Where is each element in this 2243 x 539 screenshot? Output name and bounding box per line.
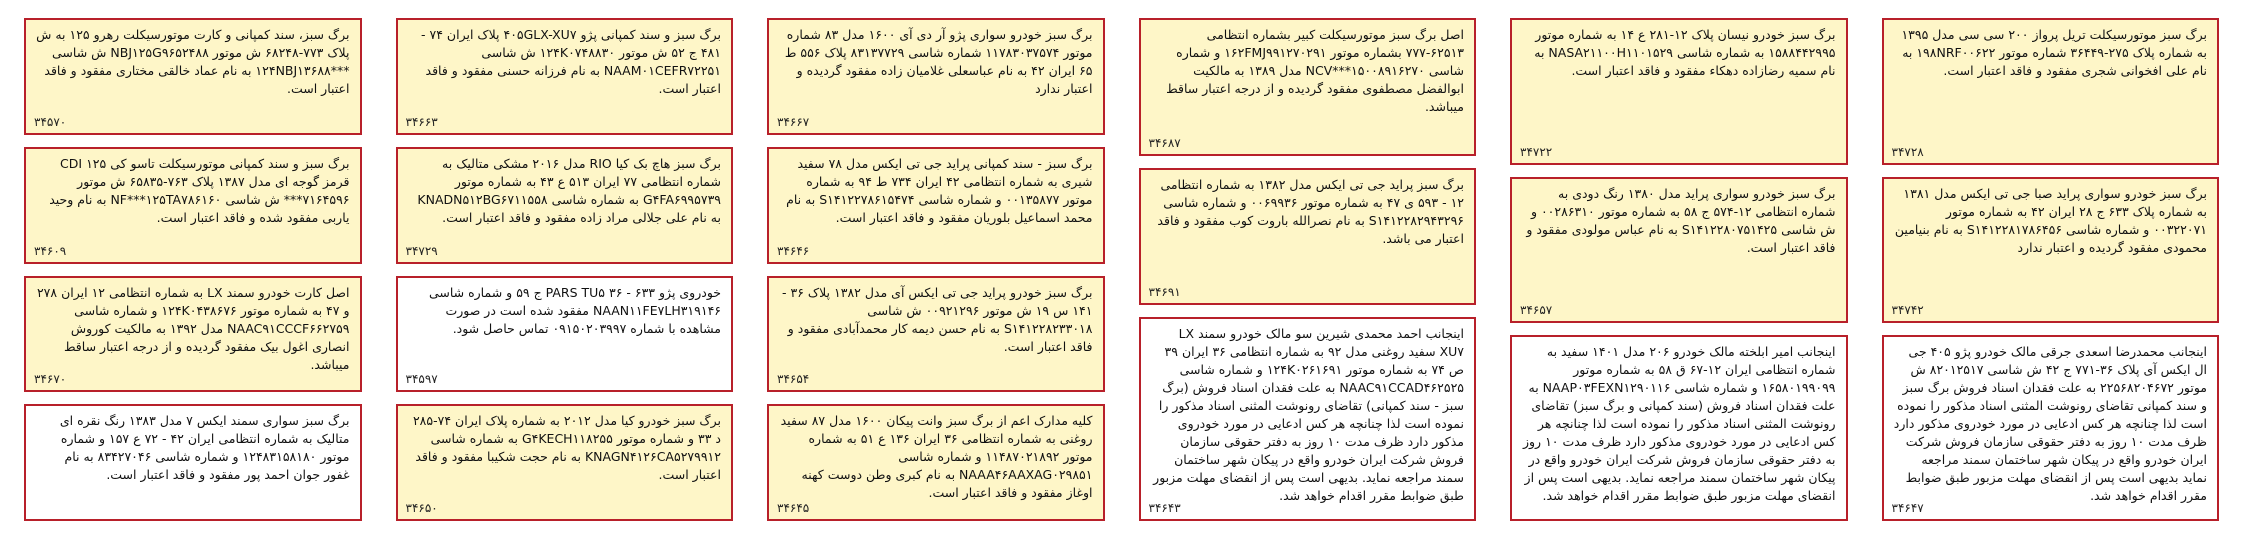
ad-code: ۳۴۶۴۵ [777,501,810,515]
ad-text: خودروی پژو PARS TU۵ ۳۶ - ۶۳۳ ج ۵۹ و شماره شاسی NAAN۱۱FE۷LH۳۱۹۱۴۶ مفقود شده است در صورت مشاهده با شماره ۰۹۱۵۰۲۰۳۹۹۷ تماس حاصل شود. [428,284,721,336]
ad-column [396,18,734,521]
ad-text: اصل کارت خودرو سمند LX به شماره انتظامی ۱۲ ایران ۲۷۸ و ۴۷ به شماره موتور ۱۲۴K۰۴۳۸۶۷۶ و شماره شاسی NAAC۹۱CCCF۶۶۲۷۵۹ مدل ۱۳۹۲ به مالکیت کوروش انصاری اغول بیک مفقود گردیده و از درجه اعتبار ساقط میباشد. [36,284,350,372]
ad-text: برگ سبز هاچ بک کیا RIO مدل ۲۰۱۶ مشکی متالیک به شماره انتظامی ۷۷ ایران ۵۱۳ ع ۴۳ به شماره موتور G۴FA۶۹۹۵۷۳۹ به شماره شاسی KNADN۵۱۲BG۶۷۱۱۵۵۸ به نام علی جلالی مراد زاده مفقود و فاقد اعتبار است. [417,155,721,225]
ad-column [767,18,1105,521]
ad-code: ۳۴۶۶۳ [405,114,438,129]
classified-ad [1510,18,1848,165]
ad-text: برگ سبز موتورسیکلت تریل پرواز ۲۰۰ سی سی مدل ۱۳۹۵ به شماره پلاک ۲۷۵-۳۶۴۴۹ شماره موتور ۱۹۸NRF۰۰۶۲۲ به نام علی افخوانی شجری مفقود و فاقد اعتبار است. [1901,27,2207,78]
ad-code: ۳۴۶۵۷ [1520,303,1553,317]
ad-text: اینجانب امیر ابلخته مالک خودرو ۲۰۶ مدل ۱۴۰۱ سفید به شماره انتظامی ایران ۱۲-۶۷ ق ۵۸ به شماره موتور ۱۶۵۸۰۱۹۹۰۹۹ و شماره شاسی NAAP۰۳FEXN۱۲۹۰۱۱۶ به علت فقدان اسناد فروش (سند کمپانی و برگ سبز) تقاضای رونوشت المثنی اسناد مذکور را نموده است لذا چنانچه هر کس ادعایی در مورد خودروی مذکور دارد ظرف مدت ۱۰ روز به دفتر حقوقی سازمان فروش شرکت ایران خودرو واقع در پیکان شهر ساختمان سمند مراجعه نماید. بدیهی است پس از انقضای مهلت مزبور طبق ضوابط مقرر اقدام خواهد شد. [1522,344,1836,503]
ad-code: ۳۴۵۷۰ [34,114,67,129]
classified-ad [396,404,734,521]
ad-code: ۳۴۷۲۸ [1891,144,1924,159]
classified-ad [24,147,362,264]
classified-ad [1139,168,1477,306]
ad-code: ۳۴۶۴۷ [1891,501,1924,515]
classified-ad [1139,317,1477,521]
ad-column [1882,18,2220,521]
classified-ad [1882,177,2220,324]
classified-ad [1139,18,1477,156]
ad-text: برگ سبز، سند کمپانی و کارت موتورسیکلت رهرو ۱۲۵ به ش پلاک ۷۷۳-۶۸۲۴۸ ش موتور NBJ۱۲۵G۹۶۵۲۴۸۸ ش شاسی ***۱۲۴NBJ۱۳۶۸۸ به نام عماد خالقی مختاری مفقود و فاقد اعتبار است. [36,27,350,96]
ad-code: ۳۴۶۷۰ [34,372,67,387]
ad-text: برگ سبز خودرو سواری پژو آر دی آی ۱۶۰۰ مدل ۸۳ شماره موتور ۱۱۷۸۳۰۳۷۵۷۴ شماره شاسی ۸۳۱۳۷۷۲۹ پلاک ۵۵۶ ط ۶۵ ایران ۴۲ به نام عباسعلی غلامیان زاده مفقود گردیده و اعتبار ندارد [784,27,1093,96]
ad-code: ۳۴۶۴۶ [777,243,810,258]
classified-ad [396,147,734,264]
ad-text: برگ سبز و سند کمپانی پژو ۴۰۵GLX-XU۷ پلاک ایران ۷۴ - ۴۸۱ ج ۵۲ ش موتور ۱۲۴K۰۷۴۸۸۳۰ ش شاسی NAAM۰۱CEFR۷۲۲۵۱ به نام فرزانه حسنی مفقود و فاقد اعتبار است. [421,27,721,96]
ad-text: اینجانب احمد محمدی شیرین سو مالک خودرو سمند LX XU۷ سفید روغنی مدل ۹۲ به شماره انتظامی ۳۶ ایران ۳۹ ص ۷۴ به شماره موتور ۱۲۴K۰۲۶۱۶۹۱ و شماره شاسی NAAC۹۱CCAD۴۶۲۵۲۵ به علت فقدان اسناد فروش (برگ سبز - سند کمپانی) تقاضای رونوشت المثنی اسناد مذکور را نموده است لذا چنانچه هر کس ادعایی در مورد خودروی مذکور دارد ظرف مدت ۱۰ روز به دفتر حقوقی سازمان فروش شرکت ایران خودرو واقع در پیکان شهر ساختمان سمند مراجعه نماید. بدیهی است پس از انقضای مهلت مزبور طبق ضوابط مقرر اقدام خواهد شد. [1153,326,1464,503]
classified-ad [24,276,362,393]
classified-ad [767,276,1105,393]
ad-column [1510,18,1848,521]
ad-code: ۳۴۶۴۳ [1148,501,1181,515]
ad-code: ۳۴۵۹۷ [405,372,438,387]
classified-ad [767,18,1105,135]
classified-ad [396,18,734,135]
ad-text: برگ سبز سواری سمند ایکس ۷ مدل ۱۳۸۳ رنگ نقره ای متالیک به شماره انتظامی ایران ۴۲ - ۷۲ ع ۱۵۷ و شماره موتور ۱۲۴۸۳۱۵۸۱۸۰ و شماره شاسی ۸۳۴۲۷۰۴۶ به نام غفور جوان احمد پور مفقود و فاقد اعتبار است. [59,413,350,483]
ad-text: برگ سبز - سند کمپانی پراید جی تی ایکس مدل ۷۸ سفید شیری به شماره انتظامی ۴۲ ایران ۷۳۴ ط ۹۴ به شماره موتور ۰۰۱۳۵۸۷۷ و شماره شاسی S۱۴۱۲۲۷۸۶۱۵۴۷۴ به نام محمد اسماعیل بلوریان مفقود و فاقد اعتبار است. [786,155,1093,225]
ad-column [1139,18,1477,521]
ad-code: ۳۴۶۶۷ [777,114,810,129]
ad-text: برگ سبز خودرو نیسان پلاک ۱۲-۲۸۱ ع ۱۴ به شماره موتور ۱۵۸۸۴۴۲۹۹۵ به شماره شاسی NASA۲۱۱۰۰H۱۱۰۱۵۲۹ به نام سمیه رضازاده دهکاء مفقود و فاقد اعتبار است. [1534,27,1836,78]
ad-code: ۳۴۷۲۹ [405,243,438,258]
ad-text: برگ سبز و سند کمپانی موتورسیکلت تاسو کی ۱۲۵ CDI قرمز گوجه ای مدل ۱۳۸۷ پلاک ۷۶۳-۶۵۸۳۵ ش موتور ۷۱۶۴۵۹۶*** ش شاسی NF***۱۲۵TA۷۸۶۱۶۰ به نام وحید یاربی مفقود شده و فاقد اعتبار است. [49,155,350,225]
classified-ad [1882,335,2220,521]
classified-ad [396,276,734,393]
ad-code: ۳۴۶۸۷ [1148,135,1181,150]
ad-text: کلیه مدارک اعم از برگ سبز وانت پیکان ۱۶۰۰ مدل ۸۷ سفید روغنی به شماره انتظامی ۳۶ ایران ۱۳۶ ع ۵۱ به شماره موتور ۱۱۴۸۷۰۲۱۸۹۲ و شماره شاسی NAAA۴۶AAXAG۰۲۹۸۵۱ به نام کبری وطن دوست کهنه اوغاز مفقود و فاقد اعتبار است. [780,413,1093,501]
ad-code: ۳۴۶۰۹ [34,243,67,258]
ad-text: برگ سبز خودرو سواری پراید صبا جی تی ایکس مدل ۱۳۸۱ به شماره پلاک ۶۳۳ ج ۲۸ ایران ۴۲ به شماره موتور ۰۰۳۲۲۰۷۱ و شماره شاسی S۱۴۱۲۲۸۱۷۸۶۴۵۶ به نام بنیامین محمودی مفقود گردیده و اعتبار ندارد [1894,185,2207,255]
classified-ad [1882,18,2220,165]
ad-text: اصل برگ سبز موتورسیکلت کبیر بشماره انتظامی ۶۲۵۱۳-۷۷۷ بشماره موتور ۱۶۲FMJ۹۹۱۲۷۰۲۹۱ و شماره شاسی NCV***۱۵۰۰۸۹۱۶۲۷۰ مدل ۱۳۸۹ به مالکیت ابوالفضل مصطفوی مفقود گردیده و از درجه اعتبار ساقط میباشد. [1166,27,1464,114]
ad-code: ۳۴۶۵۰ [405,501,438,515]
classified-ad [24,404,362,521]
classified-ad [767,147,1105,264]
ad-text: برگ سبز پراید جی تی ایکس مدل ۱۳۸۲ به شماره انتظامی ۱۲ - ۵۹۳ ی ۴۷ به شماره موتور ۰۰۶۹۹۳۶ و شماره شاسی S۱۴۱۲۲۸۲۹۴۳۲۹۶ به نام نصرالله باروت کوب مفقود و فاقد اعتبار می باشد. [1157,176,1464,246]
ad-column [24,18,362,521]
ad-code: ۳۴۶۵۴ [777,372,810,387]
classified-ad [767,404,1105,521]
classified-ad [24,18,362,135]
ad-text: برگ سبز خودرو پراید جی تی ایکس آی مدل ۱۳۸۲ پلاک ۳۶ - ۱۴۱ س ۱۹ ش موتور ۰۰۹۲۱۲۹۶ ش شاسی S۱۴۱۲۲۸۲۳۳۰۱۸ به نام حسن دیمه کار محمدآبادی مفقود و فاقد اعتبار است. [782,284,1093,354]
classified-ad [1510,177,1848,324]
ad-code: ۳۴۷۴۲ [1891,303,1924,317]
ad-code: ۳۴۶۹۱ [1148,285,1181,299]
ad-text: برگ سبز خودرو سواری پراید مدل ۱۳۸۰ رنگ دودی به شماره انتظامی ۱۲-۵۷۴ ج ۵۸ به شماره موتور ۰۰۲۸۶۳۱۰ و ش شاسی S۱۴۱۲۲۸۰۷۵۱۴۲۵ به نام عباس مولودی مفقود و فاقد اعتبار است. [1526,185,1836,255]
ad-text: اینجانب محمدرضا اسعدی جرقی مالک خودرو پژو ۴۰۵ جی ال ایکس آی پلاک ۳۶-۷۷۱ ج ۴۲ ش شاسی ۸۲۰۱۲۵۱۷ ش موتور ۲۲۵۶۸۲۰۴۶۷۲ به علت فقدان اسناد فروش برگ سبز و سند کمپانی تقاضای رونوشت المثنی اسناد مذکور را نموده است لذا چنانچه هر کس ادعایی در مورد خودروی مذکور دارد ظرف مدت ۱۰ روز به دفتر حقوقی سازمان فروش شرکت ایران خودرو واقع در پیکان شهر ساختمان سمند مراجعه نماید بدیهی است پس از انقضای مهلت مزبور طبق ضوابط مقرر اقدام خواهد شد. [1893,344,2207,503]
ad-text: برگ سبز خودرو کیا مدل ۲۰۱۲ به شماره پلاک ایران ۷۴-۲۸۵ د ۳۳ و شماره موتور G۴KECH۱۱۸۲۵۵ به شماره شاسی KNAGN۴۱۲۶CA۵۲۷۹۹۱۲ به نام حجت شکیبا مفقود و فاقد اعتبار است. [412,413,721,483]
classified-ad [1510,335,1848,521]
ad-code: ۳۴۷۲۲ [1520,144,1553,159]
